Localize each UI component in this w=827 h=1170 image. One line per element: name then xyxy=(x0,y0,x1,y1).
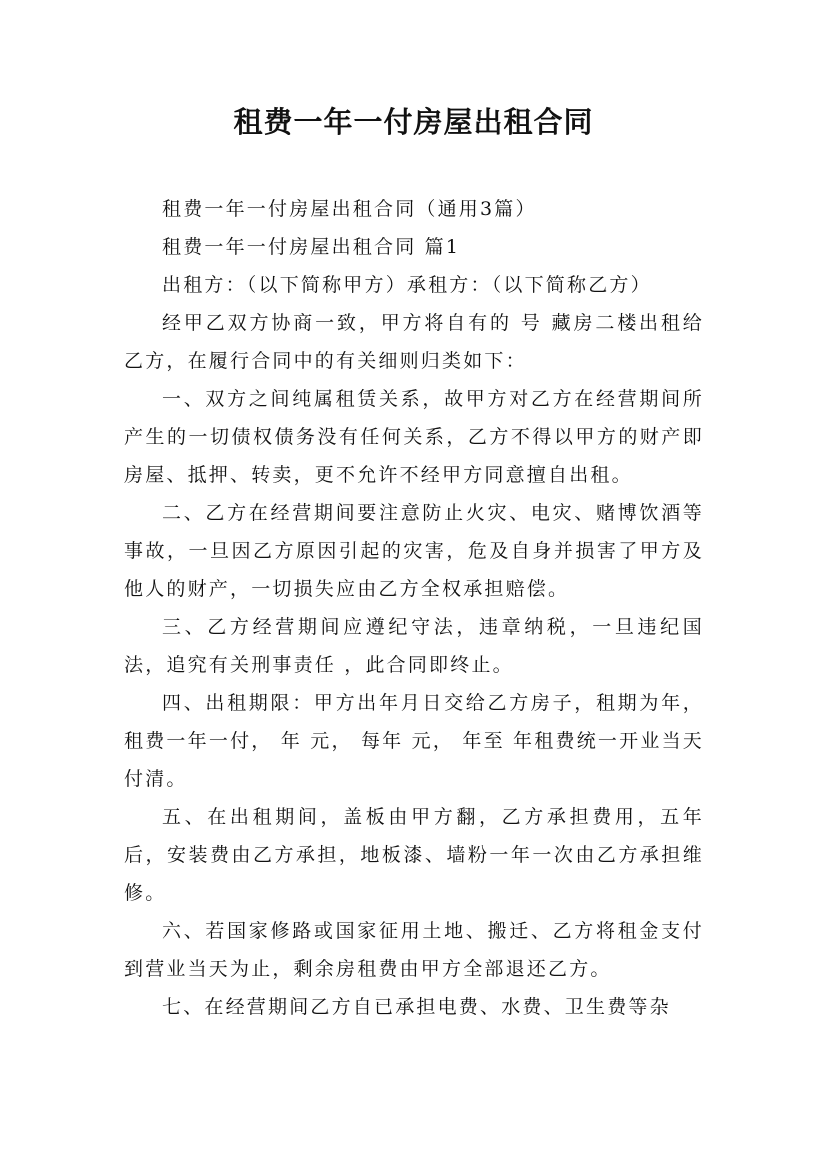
document-body xyxy=(124,190,704,1026)
paragraph-parties: 出租方：（以下简称甲方）承租方：（以下简称乙方） xyxy=(162,274,652,296)
paragraph-clause-4: 四、出租期限：甲方出年月日交给乙方房子，租期为年，租费一年一付， 年 元， 每年 元， 年至 年租费统一开业当天付清。 xyxy=(124,692,704,790)
document-title: 租费一年一付房屋出租合同 xyxy=(233,105,594,139)
paragraph-clause-2: 二、乙方在经营期间要注意防止火灾、电灾、赌博饮酒等事故，一旦因乙方原因引起的灾害，危及自身并损害了甲方及他人的财产，一切损失应由乙方全权承担赔偿。 xyxy=(124,502,704,600)
paragraph-section-heading: 租费一年一付房屋出租合同 篇1 xyxy=(162,236,461,258)
paragraph-clause-3: 三、乙方经营期间应遵纪守法，违章纳税，一旦违纪国法，追究有关刑事责任 ，此合同即终止。 xyxy=(124,616,704,676)
paragraph-clause-5: 五、在出租期间，盖板由甲方翻，乙方承担费用，五年后，安装费由乙方承担，地板漆、墙粉一年一次由乙方承担维修。 xyxy=(124,806,704,904)
paragraph-clause-1: 一、双方之间纯属租赁关系，故甲方对乙方在经营期间所产生的一切债权债务没有任何关系，乙方不得以甲方的财产即房屋、抵押、转卖，更不允许不经甲方同意擅自出租。 xyxy=(124,388,704,486)
paragraph-clause-7: 七、在经营期间乙方自已承担电费、水费、卫生费等杂 xyxy=(162,996,671,1018)
paragraph-clause-6: 六、若国家修路或国家征用土地、搬迁、乙方将租金支付到营业当天为止，剩余房租费由甲方全部退还乙方。 xyxy=(124,920,704,980)
paragraph-intro: 经甲乙双方协商一致，甲方将自有的 号 藏房二楼出租给乙方，在履行合同中的有关细则归类如下： xyxy=(124,312,704,372)
paragraph-subtitle: 租费一年一付房屋出租合同（通用3篇） xyxy=(162,198,537,220)
